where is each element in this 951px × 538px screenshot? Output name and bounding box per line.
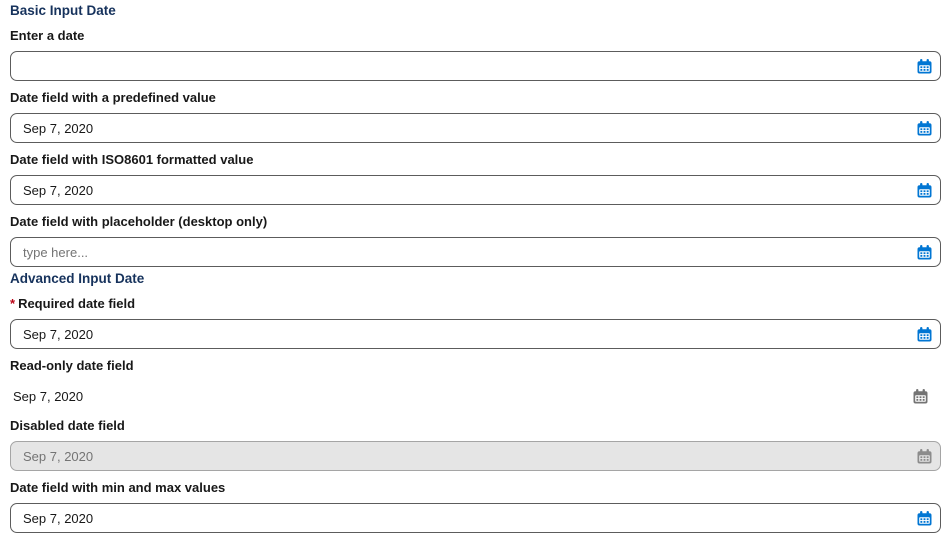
date-input-iso8601-value[interactable] bbox=[10, 175, 941, 205]
date-field-iso8601-value bbox=[10, 175, 941, 205]
date-field-predefined-value bbox=[10, 113, 941, 143]
field-label-text: Required date field bbox=[18, 296, 136, 311]
section-title-basic-input-date: Basic Input Date bbox=[10, 3, 116, 18]
calendar-icon[interactable] bbox=[916, 244, 932, 260]
field-label-required bbox=[10, 296, 941, 311]
readonly-date-value: Sep 7, 2020 bbox=[13, 388, 84, 404]
date-input-required[interactable] bbox=[10, 319, 941, 349]
calendar-icon bbox=[916, 448, 932, 464]
required-asterisk: * bbox=[10, 296, 16, 311]
date-field-enter-a-date bbox=[10, 51, 941, 81]
calendar-icon[interactable] bbox=[916, 58, 932, 74]
section-title-advanced-input-date: Advanced Input Date bbox=[10, 271, 145, 286]
date-input-predefined-value[interactable] bbox=[10, 113, 941, 143]
field-label-readonly: Read-only date field bbox=[10, 358, 134, 373]
date-field-required bbox=[10, 319, 941, 349]
calendar-icon[interactable] bbox=[916, 182, 932, 198]
date-input-disabled bbox=[10, 441, 941, 471]
date-input-enter-a-date[interactable] bbox=[10, 51, 941, 81]
date-input-min-max[interactable] bbox=[10, 503, 941, 533]
date-field-placeholder bbox=[10, 237, 941, 267]
calendar-icon[interactable] bbox=[916, 120, 932, 136]
field-label-placeholder: Date field with placeholder (desktop only) bbox=[10, 214, 268, 229]
date-input-demo-page bbox=[10, 3, 941, 533]
calendar-icon[interactable] bbox=[916, 326, 932, 342]
field-label-iso8601-value: Date field with ISO8601 formatted value bbox=[10, 152, 254, 167]
calendar-icon bbox=[912, 388, 928, 404]
field-label-disabled: Disabled date field bbox=[10, 418, 125, 433]
calendar-icon[interactable] bbox=[916, 510, 932, 526]
date-field-min-max bbox=[10, 503, 941, 533]
field-label-min-max: Date field with min and max values bbox=[10, 480, 226, 495]
date-input-placeholder[interactable] bbox=[10, 237, 941, 267]
field-label-enter-a-date: Enter a date bbox=[10, 28, 85, 43]
date-field-readonly bbox=[10, 381, 941, 411]
field-label-predefined-value: Date field with a predefined value bbox=[10, 90, 216, 105]
date-field-disabled bbox=[10, 441, 941, 471]
